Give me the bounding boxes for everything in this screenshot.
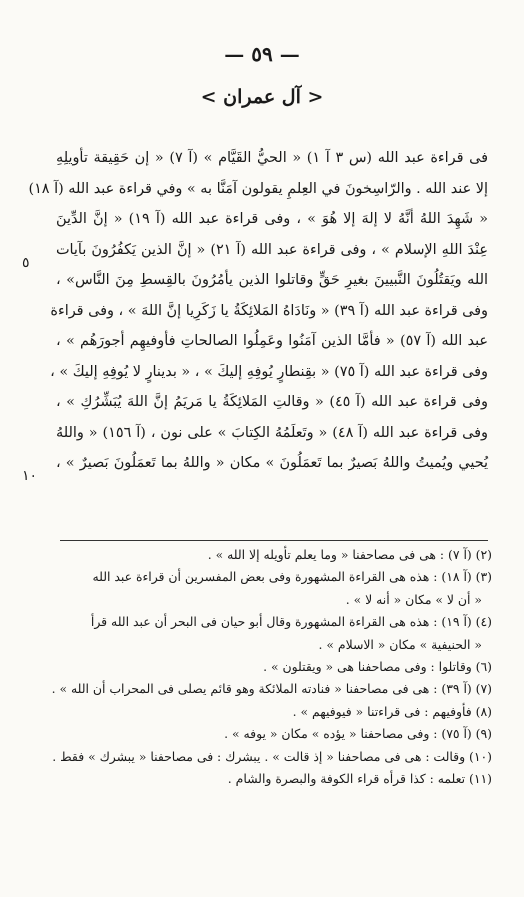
footnotes (52, 544, 492, 790)
text-line: يُحيي ويُميتُ واللهُ بَصيرٌ بما تَعمَلُونَ » مكان « واللهُ بما تَعمَلُونَ بَصيرٌ » ، (56, 455, 488, 471)
text-line: وفى قراءة عبد الله (آ ٧٥) « بقِنطارٍ يُوفِهِ إليكَ » ، « بدينارٍ لا يُوفِهِ إليكَ » ، (50, 363, 488, 380)
text-line: عِنْدَ اللهِ الإسلام » ، وفى قراءة عبد الله (آ ٢١) « إنَّ الذين يَكفُرُونَ بآيات (56, 241, 488, 258)
footnote: (١١) تعلمه : كذا قرأه قراء الكوفة والبصرة والشام . (227, 770, 492, 786)
page-number: — ٥٩ — (224, 42, 300, 66)
footnote: (٢) (آ ٧) : هى فى مصاحفنا « وما يعلم تأويله إلا الله » . (207, 547, 492, 562)
footnote-continuation: « الحنيفية » مكان « الاسلام » . (318, 636, 482, 652)
text-line: عبد الله (آ ٥٧) « فأمَّا الذين آمَنُوا وعَمِلُوا الصالحاتِ فأوفيهِم أجورَهُم » ، (56, 333, 488, 349)
footnote: (٤) (آ ١٩) : هذه هى القراءة المشهورة وقال أبو حيان فى البحر أن عبد الله قرأ (90, 614, 492, 630)
text-line: « شَهِدَ اللهُ أنَّهُ لا إلهَ إلا هُوَ » ، وفى قراءة عبد الله (آ ١٩) « إنَّ الدِّينَ (56, 211, 489, 227)
line-number-marker: ٥ (22, 255, 30, 271)
text-line: وفى قراءة عبد الله (آ ٤٥) « وقالتِ المَلائِكَةُ يا مَريَمُ إنَّ اللهَ يُبَشِّرُكِ » ، (56, 394, 488, 410)
footnote: (٧) (آ ٣٩) : هى فى مصاحفنا « فنادته الملائكة وهو قائم يصلى فى المحراب أن الله » . (51, 681, 492, 697)
text-line: فى قراءة عبد الله (س ٣ آ ١) « الحيُّ القَيَّام » (آ ٧) « إن حَقِيقة تأويلِهِ (56, 150, 488, 166)
footnote: (٣) (آ ١٨) : هذه هى القراءة المشهورة وفى بعض المفسرين أن قراءة عبد الله (92, 569, 492, 585)
line-number-marker: ١٠ (22, 468, 38, 484)
footnote: (٨) فأوفيهم : فى قراءتنا « فيوفيهم » . (292, 703, 492, 719)
footnote: (١٠) وقالت : هى فى مصاحفنا « إذ قالت » . يبشرك : فى مصاحفنا « يبشرك » فقط . (52, 748, 492, 764)
text-line: وفى قراءة عبد الله (آ ٤٨) « وتَعلَمُهُ الكِتابَ » على نون ، (آ ١٥٦) « واللهُ (56, 424, 488, 441)
footnote: (٦) وقاتلوا : وفى مصاحفنا هى « ويقتلون » . (263, 658, 492, 674)
text-line: الله ويَقتُلُونَ النَّبيينَ بغيرِ حَقٍّ وقاتلوا الذين يأمُرُونَ بالقِسطِ مِنَ النَّاس» ، (56, 272, 488, 288)
section-title: < آل عمران > (200, 86, 324, 108)
footnote-divider (60, 540, 488, 541)
text-line: إلا عند الله . والرّاسِخونَ في العِلمِ يقولون آمَنَّا به » وفي قراءة عبد الله (آ ١٨) (28, 180, 488, 197)
main-text (28, 143, 489, 479)
footnote-continuation: « أن لا » مكان « أنه لا » . (345, 591, 482, 607)
text-line: وفى قراءة عبد الله (آ ٣٩) « ونَادَاهُ المَلائِكَةُ يا زَكَرِيا إنَّ اللهَ » ، وفى قراءة (50, 302, 488, 319)
footnote: (٩) (آ ٧٥) : وفى مصاحفنا « يؤده » مكان « يوفه » . (224, 726, 492, 742)
